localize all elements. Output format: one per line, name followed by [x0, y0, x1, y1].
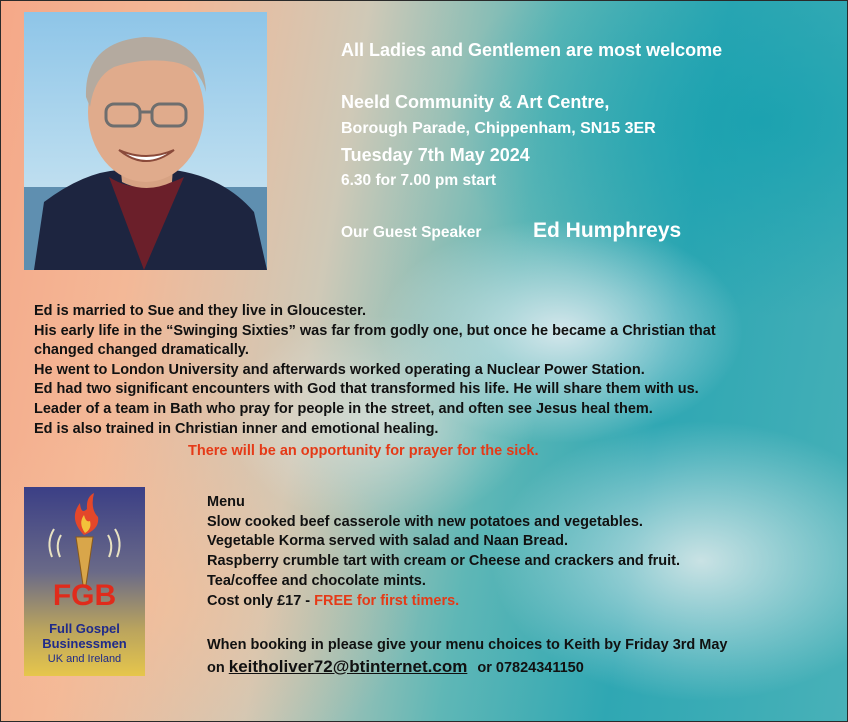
logo-line-1: Full Gospel: [49, 621, 120, 636]
venue-name: Neeld Community & Art Centre,: [341, 92, 610, 112]
speaker-photo: [24, 12, 267, 270]
booking-text: When booking in please give your menu choices to Keith by Friday 3rd May: [207, 637, 728, 653]
event-time: 6.30 for 7.00 pm start: [341, 172, 497, 189]
bio-line: He went to London University and afterwards worked operating a Nuclear Power Station.: [34, 361, 645, 378]
speaker-portrait-illustration: [24, 12, 267, 270]
fgb-logo: [24, 487, 145, 676]
wave-right-inner: [108, 535, 111, 557]
logo-abbr: FGB: [52, 579, 117, 612]
email-link[interactable]: keitholiver72@btinternet.com: [228, 657, 468, 676]
welcome-line: All Ladies and Gentlemen are most welcome: [341, 40, 723, 60]
wave-right-outer: [115, 529, 120, 557]
menu-title: Menu: [207, 494, 245, 510]
bio-line: His early life in the “Swinging Sixties” was far from godly one, but once he became a Christian that: [34, 322, 716, 339]
menu-item: Slow cooked beef casserole with new potatoes and vegetables.: [207, 513, 643, 530]
bio-line: Ed is married to Sue and they live in Gloucester.: [34, 303, 366, 319]
menu-item: Raspberry crumble tart with cream or Cheese and crackers and fruit.: [207, 553, 681, 570]
wave-left-inner: [58, 535, 61, 557]
menu-section: [207, 493, 680, 611]
bio-line: Ed had two significant encounters with God that transformed his life. He will share them with us.: [34, 381, 699, 398]
wave-left-outer: [49, 529, 54, 557]
prayer-note: There will be an opportunity for prayer for the sick.: [188, 443, 539, 459]
speaker-bio: [34, 302, 716, 439]
speaker-label: Our Guest Speaker: [341, 224, 482, 241]
torch-handle: [76, 537, 93, 585]
free-note: FREE for first timers.: [314, 592, 460, 609]
menu-item: Vegetable Korma served with salad and Naan Bread.: [207, 533, 569, 550]
logo-line-2: Businessmen: [42, 636, 127, 651]
bio-line: Ed is also trained in Christian inner and emotional healing.: [34, 420, 439, 437]
speaker-name: Ed Humphreys: [533, 219, 682, 242]
event-date: Tuesday 7th May 2024: [341, 145, 530, 165]
cost-text: Cost only £17 -: [207, 592, 311, 609]
contact-line: [207, 657, 584, 677]
menu-item: Tea/coffee and chocolate mints.: [207, 572, 426, 589]
phone-number: or 07824341150: [477, 660, 584, 676]
bio-line: changed changed dramatically.: [34, 342, 249, 359]
cost-line: [207, 592, 680, 612]
logo-line-3: UK and Ireland: [47, 653, 122, 665]
venue-address: Borough Parade, Chippenham, SN15 3ER: [341, 120, 656, 137]
on-label: on: [207, 660, 225, 676]
bio-line: Leader of a team in Bath who pray for people in the street, and often see Jesus heal them.: [34, 400, 653, 417]
